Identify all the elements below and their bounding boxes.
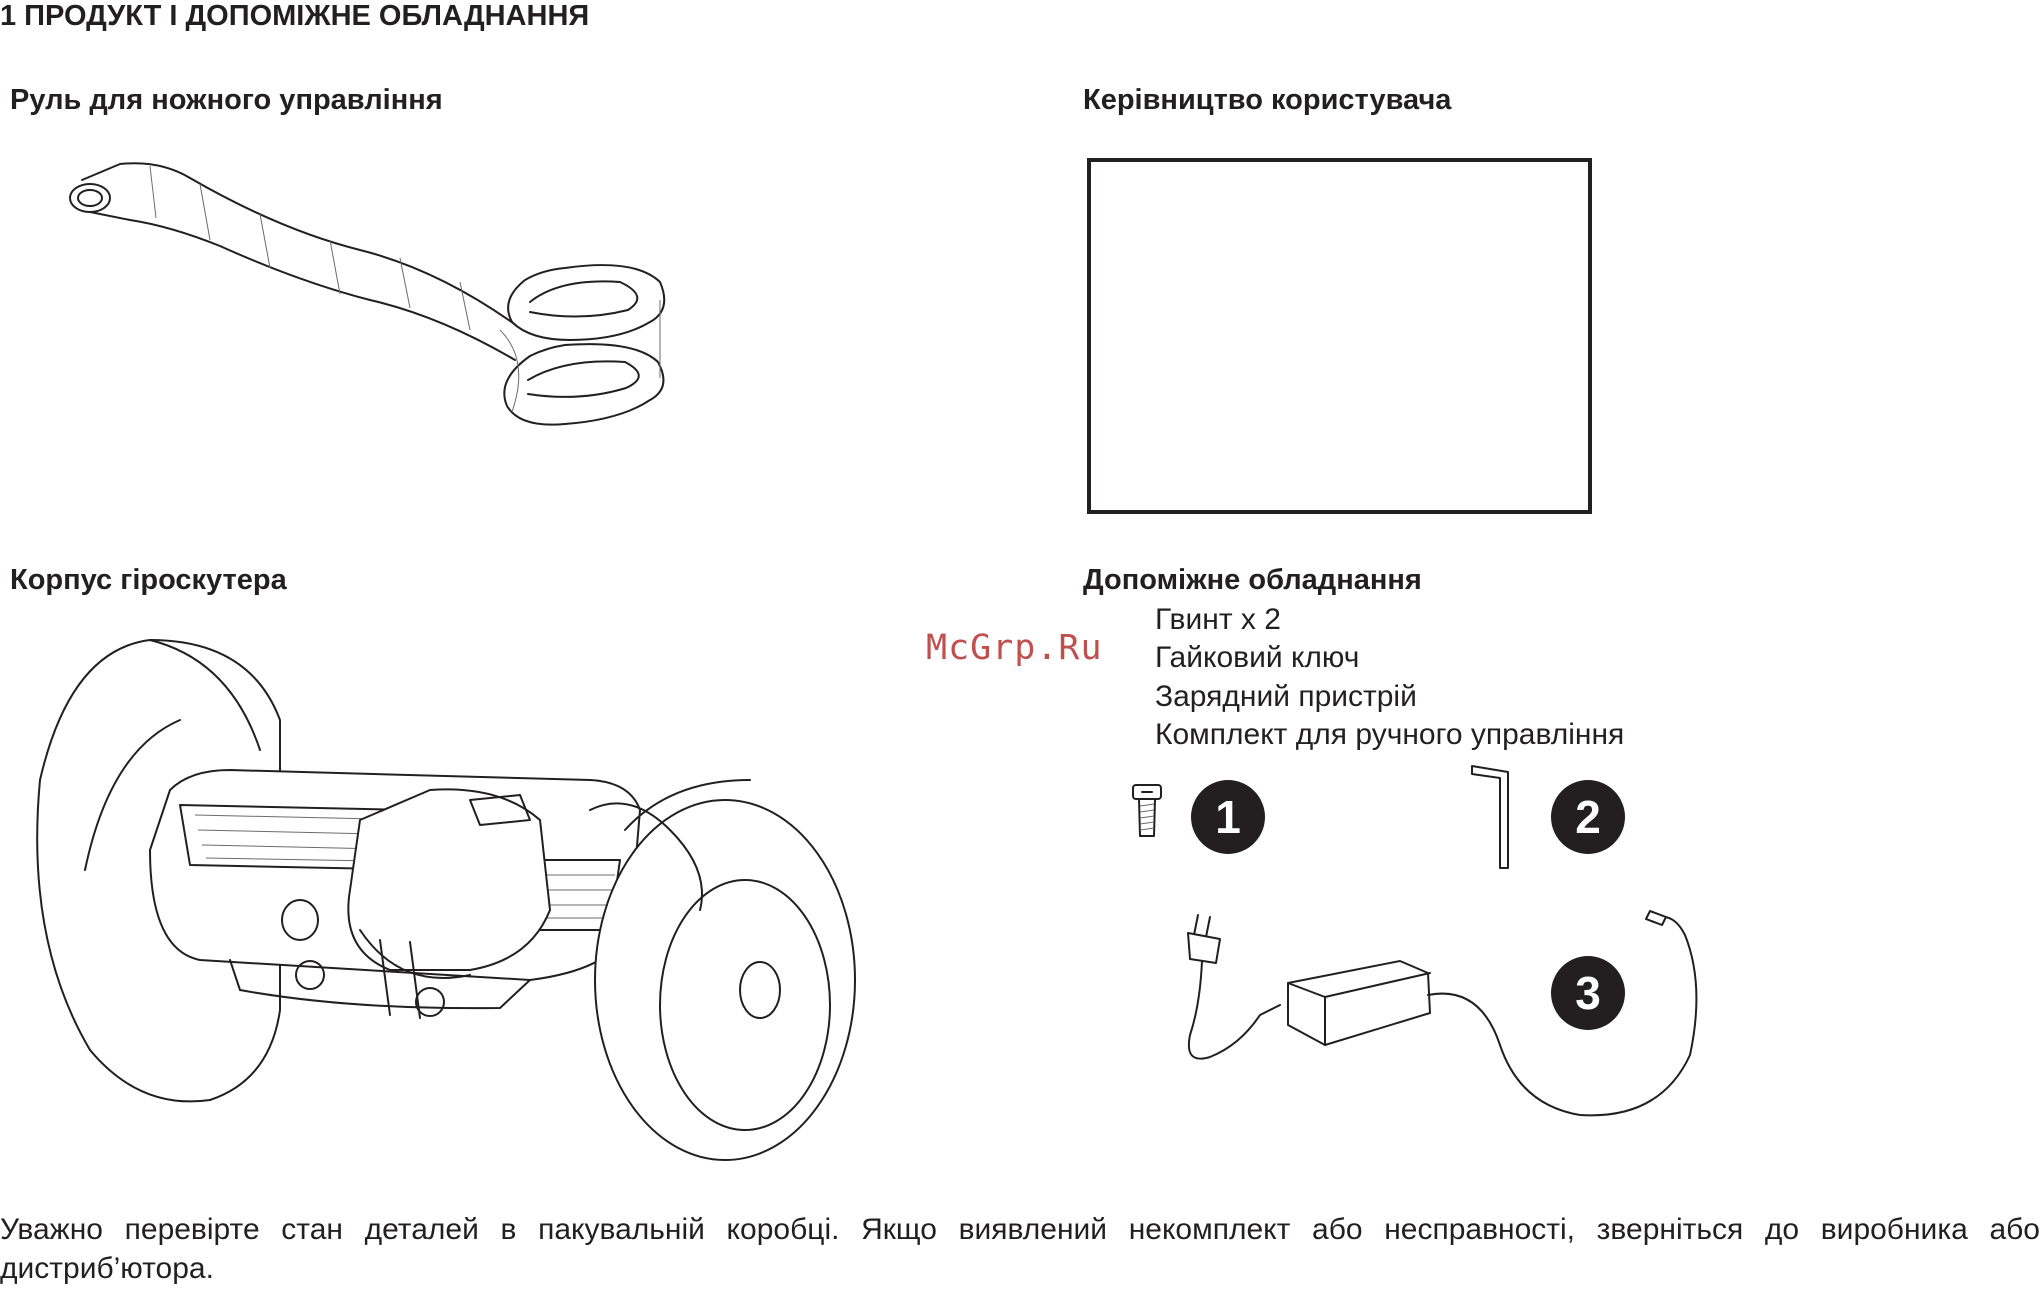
charger-icon [1180, 905, 1720, 1120]
accessories-section-title: Допоміжне обладнання [1083, 564, 1422, 596]
hoverboard-illustration [30, 630, 860, 1170]
badge-2: 2 [1551, 780, 1625, 854]
manual-section-title: Керівництво користувача [1083, 84, 1452, 116]
footer-note: Уважно перевірте стан деталей в пакувальній коробці. Якщо виявлений некомплект або несправності, зверніться до виробника або дистриб’ютора. [0, 1213, 2040, 1285]
user-manual-box [1087, 158, 1592, 514]
accessory-item-hex-key: Гайковий ключ [1155, 641, 1360, 674]
page-title: 1 ПРОДУКТ І ДОПОМІЖНЕ ОБЛАДНАННЯ [0, 0, 590, 32]
watermark: McGrp.Ru [926, 628, 1103, 668]
hoverboard-section-title: Корпус гіроскутера [10, 564, 287, 596]
badge-3: 3 [1551, 956, 1625, 1030]
hex-key-icon [1468, 762, 1528, 872]
badge-1: 1 [1191, 780, 1265, 854]
handlebar-section-title: Руль для ножного управління [10, 84, 443, 116]
accessory-item-charger: Зарядний пристрій [1155, 680, 1417, 713]
knee-steering-bar-illustration [60, 150, 760, 480]
screw-icon [1130, 782, 1164, 840]
accessory-item-hand-control-kit: Комплект для ручного управління [1155, 718, 1625, 751]
accessory-item-screws: Гвинт х 2 [1155, 603, 1281, 636]
